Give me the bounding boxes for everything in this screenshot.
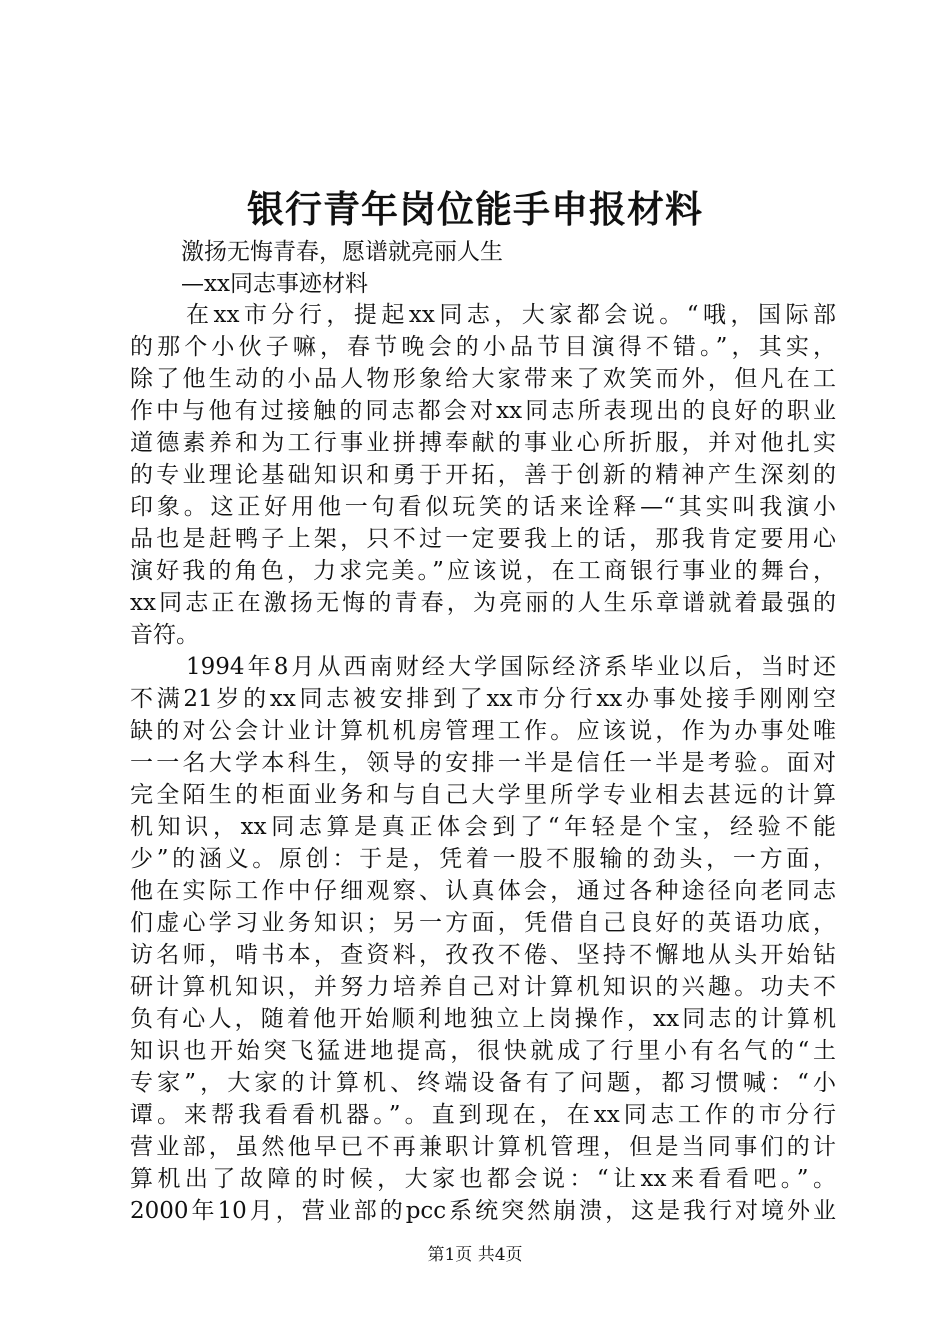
- body-line: 专家”，大家的计算机、终端设备有了问题，都习惯喊：“小: [130, 1070, 836, 1096]
- body-line: 机知识，xx同志算是真正体会到了“年轻是个宝，经验不能: [130, 814, 836, 840]
- body-line: 谭。来帮我看看机器。”。直到现在，在xx同志工作的市分行: [130, 1102, 836, 1128]
- body-line: 少”的涵义。原创：于是，凭着一股不服输的劲头，一方面，: [130, 846, 836, 872]
- body-line: 访名师，啃书本，查资料，孜孜不倦、坚持不懈地从头开始钻: [130, 942, 836, 968]
- body-line: 除了他生动的小品人物形象给大家带来了欢笑而外，但凡在工: [130, 366, 836, 392]
- body-line: 作中与他有过接触的同志都会对xx同志所表现出的良好的职业: [130, 398, 836, 424]
- document-body: [130, 299, 836, 1227]
- body-line: 1994年8月从西南财经大学国际经济系毕业以后，当时还: [186, 654, 836, 680]
- body-line: 一一名大学本科生，领导的安排一半是信任一半是考验。面对: [130, 750, 836, 776]
- body-line: 的专业理论基础知识和勇于开拓，善于创新的精神产生深刻的: [130, 462, 836, 488]
- body-line: 研计算机知识，并努力培养自己对计算机知识的兴趣。功夫不: [130, 974, 836, 1000]
- body-line: 道德素养和为工行事业拼搏奉献的事业心所折服，并对他扎实: [130, 430, 836, 456]
- body-line: xx同志正在激扬无悔的青春，为亮丽的人生乐章谱就着最强的: [130, 590, 836, 616]
- document-title: 银行青年岗位能手申报材料: [247, 187, 703, 231]
- body-line: 算机出了故障的时候，大家也都会说：“让xx来看看吧。”。: [130, 1166, 836, 1192]
- document-subtitle: 激扬无悔青春，愿谱就亮丽人生: [181, 239, 503, 265]
- document-subtitle-secondary: —xx同志事迹材料: [181, 271, 368, 297]
- page-number: 第1页 共4页: [427, 1245, 523, 1265]
- body-line: 2000年10月，营业部的pcc系统突然崩溃，这是我行对境外业: [130, 1198, 836, 1224]
- body-line: 品也是赶鸭子上架，只不过一定要我上的话，那我肯定要用心: [130, 526, 836, 552]
- body-line: 们虚心学习业务知识；另一方面，凭借自己良好的英语功底，: [130, 910, 836, 936]
- body-line: 的那个小伙子嘛，春节晚会的小品节目演得不错。”，其实，: [130, 334, 836, 360]
- body-line: 不满21岁的xx同志被安排到了xx市分行xx办事处接手刚刚空: [130, 686, 836, 712]
- body-line: 演好我的角色，力求完美。”应该说，在工商银行事业的舞台，: [130, 558, 836, 584]
- body-line: 在xx市分行，提起xx同志，大家都会说。“哦，国际部: [186, 302, 836, 328]
- body-line: 缺的对公会计业计算机机房管理工作。应该说，作为办事处唯: [130, 718, 836, 744]
- body-line: 印象。这正好用他一句看似玩笑的话来诠释—“其实叫我演小: [130, 494, 836, 520]
- body-line: 音符。: [130, 622, 199, 648]
- body-line: 负有心人，随着他开始顺利地独立上岗操作，xx同志的计算机: [130, 1006, 836, 1032]
- body-line: 营业部，虽然他早已不再兼职计算机管理，但是当同事们的计: [130, 1134, 836, 1160]
- body-line: 完全陌生的柜面业务和与自己大学里所学专业相去甚远的计算: [130, 782, 836, 808]
- body-line: 他在实际工作中仔细观察、认真体会，通过各种途径向老同志: [130, 878, 836, 904]
- body-line: 知识也开始突飞猛进地提高，很快就成了行里小有名气的“土: [130, 1038, 836, 1064]
